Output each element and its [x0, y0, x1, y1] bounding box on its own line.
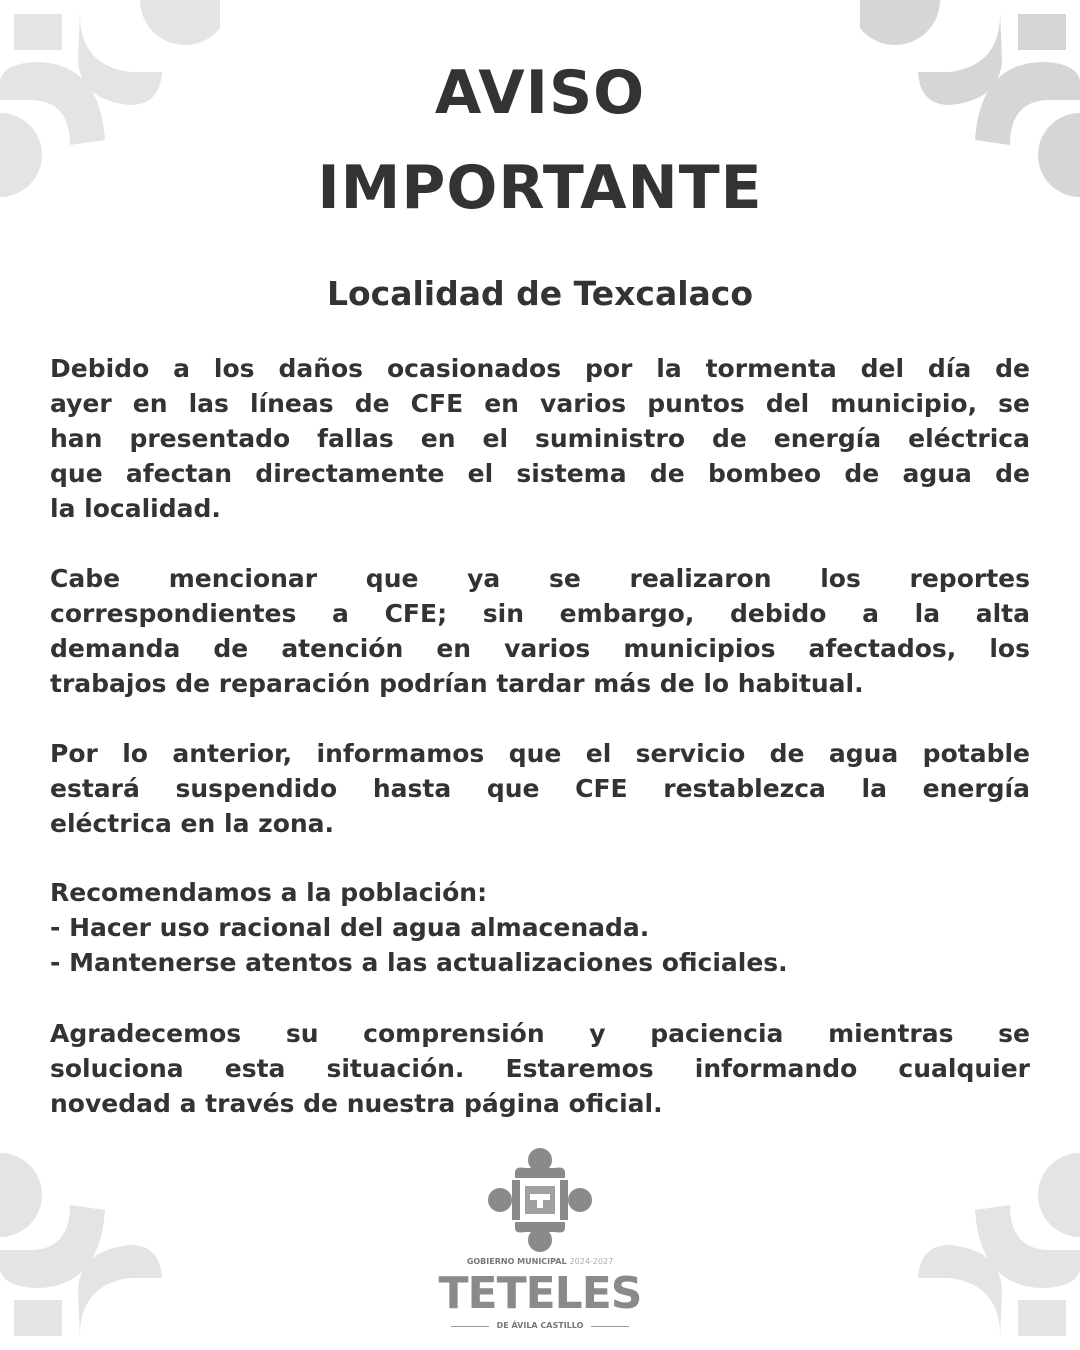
decorative-corner-bottom-left	[0, 1120, 220, 1350]
text-line: trabajos de reparación podrían tardar más de lo habitual.	[50, 669, 864, 698]
paragraph-recommendations	[50, 875, 1030, 980]
text-line: ayer en las líneas de CFE en varios puntos del municipio, se	[50, 389, 1030, 418]
decorative-corner-bottom-right	[860, 1120, 1080, 1350]
paragraph-3	[50, 736, 1030, 841]
text-line: Debido a los daños ocasionados por la tormenta del día de	[50, 354, 1030, 383]
subtitle: Localidad de Texcalaco	[326, 274, 754, 313]
text-line: soluciona esta situación. Estaremos informando cualquier	[50, 1054, 1030, 1083]
logo-bottom-text: DE ÁVILA CASTILLO	[496, 1321, 584, 1330]
text-line: Agradecemos su comprensión y paciencia mientras se	[50, 1019, 1030, 1048]
logo-top-text: GOBIERNO MUNICIPAL	[466, 1257, 567, 1266]
text-line: que afectan directamente el sistema de bombeo de agua de	[50, 459, 1030, 488]
logo-top-row	[420, 1256, 660, 1268]
logo-name: TETELES	[438, 1268, 642, 1319]
title-aviso: AVISO	[434, 58, 646, 128]
logo-rule-left	[451, 1326, 489, 1327]
text-line: han presentado fallas en el suministro de energía eléctrica	[50, 424, 1030, 453]
paragraph-closing	[50, 1016, 1030, 1121]
paragraph-1	[50, 351, 1030, 526]
text-line: eléctrica en la zona.	[50, 809, 335, 838]
text-line: novedad a través de nuestra página oficial.	[50, 1089, 663, 1118]
text-line: demanda de atención en varios municipios afectados, los	[50, 634, 1030, 663]
text-line: correspondientes a CFE; sin embargo, debido a la alta	[50, 599, 1030, 628]
text-line: la localidad.	[50, 494, 221, 523]
text-line: Por lo anterior, informamos que el servicio de agua potable	[50, 739, 1030, 768]
list-item: - Hacer uso racional del agua almacenada.	[50, 913, 650, 942]
text-line: Recomendamos a la población:	[50, 878, 488, 907]
teteles-municipal-emblem	[420, 1138, 660, 1253]
logo-years: 2024-2027	[569, 1257, 614, 1266]
list-item: - Mantenerse atentos a las actualizaciones oficiales.	[50, 948, 788, 977]
title-importante: IMPORTANTE	[317, 153, 763, 223]
text-line: estará suspendido hasta que CFE restablezca la energía	[50, 774, 1030, 803]
logo-bottom-row	[420, 1320, 660, 1332]
text-line: Cabe mencionar que ya se realizaron los reportes	[50, 564, 1030, 593]
paragraph-2	[50, 561, 1030, 701]
logo-rule-right	[591, 1326, 629, 1327]
